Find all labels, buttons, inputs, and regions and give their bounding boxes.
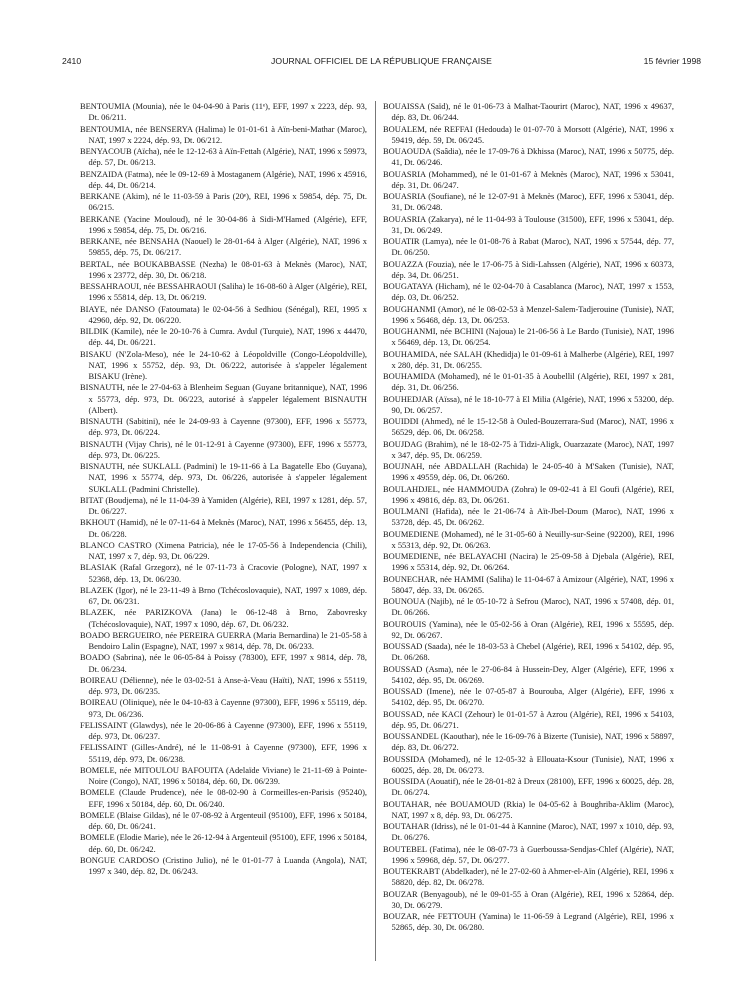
register-entry: BENYACOUB (Aïcha), née le 12-12-63 à Aïn-Fettah (Algérie), NAT, 1996 x 59973, dép. 57, Dt. 06/213. bbox=[80, 146, 367, 168]
publication-date: 15 février 1998 bbox=[643, 56, 701, 66]
register-entry: BESSAHRAOUI, née BESSAHRAOUI (Saliha) le 16-08-60 à Alger (Algérie), REI, 1996 x 55814, dép. 13, Dt. 06/219. bbox=[80, 281, 367, 303]
register-entry: BOULAHDJEL, née HAMMOUDA (Zohra) le 09-02-41 à El Goufi (Algérie), REI, 1996 x 49816, dép. 83, Dt. 06/261. bbox=[383, 483, 674, 505]
register-entry: BOUZAR, née FETTOUH (Yamina) le 11-06-59 à Legrand (Algérie), REI, 1996 x 52865, dép. 30, Dt. 06/280. bbox=[383, 911, 674, 933]
register-entry: BLASIAK (Rafal Grzegorz), né le 07-11-73 à Cracovie (Pologne), NAT, 1997 x 52368, dép. 13, Dt. 06/230. bbox=[80, 562, 367, 584]
register-entry: BILDIK (Kamile), née le 20-10-76 à Cumra. Avdul (Turquie), NAT, 1996 x 44470, dép. 44, Dt. 06/221. bbox=[80, 326, 367, 348]
register-entry: BLAZEK (Igor), né le 23-11-49 à Brno (Tchécoslovaquie), NAT, 1997 x 1089, dép. 67, Dt. 06/231. bbox=[80, 584, 367, 606]
register-entry: BISNAUTH (Sabitini), née le 24-09-93 à Cayenne (97300), EFF, 1996 x 55773, dép. 973, Dt. 06/224. bbox=[80, 416, 367, 438]
register-entry: BOIREAU (Délienne), née le 03-02-51 à Anse-à-Veau (Haïti), NAT, 1996 x 55119, dép. 973, Dt. 06/235. bbox=[80, 674, 367, 696]
register-entry: BOUSSAD (Asma), née le 27-06-84 à Hussein-Dey, Alger (Algérie), EFF, 1996 x 54102, dép. 95, Dt. 06/269. bbox=[383, 663, 674, 685]
register-entry: BOUATIR (Lamya), née le 01-08-76 à Rabat (Maroc), NAT, 1996 x 57544, dép. 77, Dt. 06/250. bbox=[383, 236, 674, 258]
register-entry: BOUSSANDEL (Kaouthar), née le 16-09-76 à Bizerte (Tunisie), NAT, 1996 x 58897, dép. 83, Dt. 06/272. bbox=[383, 731, 674, 753]
column-divider bbox=[375, 101, 376, 961]
register-entry: BOUGHANMI (Amor), né le 08-02-53 à Menzel-Salem-Tadjerouine (Tunisie), NAT, 1996 x 56468, dép. 13, Dt. 06/253. bbox=[383, 303, 674, 325]
register-entry: BOUSSAD (Saada), née le 18-03-53 à Chebel (Algérie), REI, 1996 x 54102, dép. 95, Dt. 06/268. bbox=[383, 641, 674, 663]
register-entry: BOUTAHAR (Idriss), né le 01-01-44 à Kannine (Maroc), NAT, 1997 x 1010, dép. 93, Dt. 06/276. bbox=[383, 821, 674, 843]
left-column bbox=[80, 101, 367, 877]
register-entry: BERKANE (Yacine Mouloud), né le 30-04-86 à Sidi-M'Hamed (Algérie), EFF, 1996 x 59854, dép. 75, Dt. 06/216. bbox=[80, 213, 367, 235]
register-entry: BOADO BERGUEIRO, née PEREIRA GUERRA (Maria Bernardina) le 21-05-58 à Bendoiro Lalin (Espagne), NAT, 1997 x 9814, dép. 78, Dt. 06/233. bbox=[80, 629, 367, 651]
register-entry: BLAZEK, née PARIZKOVA (Jana) le 06-12-48 à Brno, Zabovresky (Tchécoslovaquie), NAT, 1997 x 1090, dép. 67, Dt. 06/232. bbox=[80, 607, 367, 629]
register-entry: BOUAZZA (Fouzia), née le 17-06-75 à Sidi-Lahssen (Algérie), NAT, 1996 x 60373, dép. 34, Dt. 06/251. bbox=[383, 258, 674, 280]
register-entry: BOMELE (Elodie Marie), née le 26-12-94 à Argenteuil (95100), EFF, 1996 x 50184, dép. 60, Dt. 06/242. bbox=[80, 832, 367, 854]
right-column bbox=[383, 101, 674, 934]
register-entry: BENTOUMIA, née BENSERYA (Halima) le 01-01-61 à Aïn-beni-Mathar (Maroc), NAT, 1997 x 2224, dép. 93, Dt. 06/212. bbox=[80, 123, 367, 145]
register-entry: BOUTAHAR, née BOUAMOUD (Rkia) le 04-05-62 à Boughriba-Aklim (Maroc), NAT, 1997 x 8, dép. 93, Dt. 06/275. bbox=[383, 798, 674, 820]
register-entry: BISNAUTH, née le 27-04-63 à Blenheim Seguan (Guyane britannique), NAT, 1996 x 55773, dép. 973, Dt. 06/223, autorisé à s'appeler légalement BISNAUTH (Albert). bbox=[80, 382, 367, 415]
register-entry: BISNAUTH, née SUKLALL (Padmini) le 19-11-66 à La Bagatelle Ebo (Guyana), NAT, 1996 x 55774, dép. 973, Dt. 06/226, autorisée à s'appeler légalement SUKLALL (Padmini Christelle). bbox=[80, 461, 367, 494]
register-entry: BOUROUIS (Yamina), née le 05-02-56 à Oran (Algérie), REI, 1996 x 55595, dép. 92, Dt. 06/267. bbox=[383, 618, 674, 640]
register-entry: BOUHEDJAR (Aïssa), né le 18-10-77 à El Milia (Algérie), NAT, 1996 x 53200, dép. 90, Dt. 06/257. bbox=[383, 393, 674, 415]
page-number: 2410 bbox=[62, 56, 82, 66]
journal-title: JOURNAL OFFICIEL DE LA RÉPUBLIQUE FRANÇAISE bbox=[271, 56, 492, 66]
register-entry: BOUTEBEL (Fatima), née le 08-07-73 à Guerboussa-Sendjas-Chlef (Algérie), NAT, 1996 x 59968, dép. 57, Dt. 06/277. bbox=[383, 843, 674, 865]
register-entry: BERKANE (Akim), né le 11-03-59 à Paris (20ᵉ), REI, 1996 x 59854, dép. 75, Dt. 06/215. bbox=[80, 191, 367, 213]
register-entry: BOUGATAYA (Hicham), né le 02-04-70 à Casablanca (Maroc), NAT, 1997 x 1553, dép. 03, Dt. 06/252. bbox=[383, 281, 674, 303]
register-entry: BOUJDAG (Brahim), né le 18-02-75 à Tidzi-Aligk, Ouarzazate (Maroc), NAT, 1997 x 347, dép. 95, Dt. 06/259. bbox=[383, 438, 674, 460]
register-entry: BOUSSAD (Imene), née le 07-05-87 à Bourouba, Alger (Algérie), EFF, 1996 x 54102, dép. 95, Dt. 06/270. bbox=[383, 686, 674, 708]
register-entry: BKHOUT (Hamid), né le 07-11-64 à Meknès (Maroc), NAT, 1996 x 56455, dép. 13, Dt. 06/228. bbox=[80, 517, 367, 539]
register-entry: BONGUE CARDOSO (Cristino Julio), né le 01-01-77 à Luanda (Angola), NAT, 1997 x 340, dép. 82, Dt. 06/243. bbox=[80, 854, 367, 876]
register-entry: BOUAOUDA (Saâdia), née le 17-09-76 à Dkhissa (Maroc), NAT, 1996 x 50775, dép. 41, Dt. 06/246. bbox=[383, 146, 674, 168]
register-entry: BOUSSIDA (Mohamed), né le 12-05-32 à Ellouata-Ksour (Tunisie), NAT, 1996 x 60025, dép. 28, Dt. 06/273. bbox=[383, 753, 674, 775]
register-entry: BOADO (Sabrina), née le 06-05-84 à Poissy (78300), EFF, 1997 x 9814, dép. 78, Dt. 06/234. bbox=[80, 652, 367, 674]
register-entry: BOUMEDIENE, née BELAYACHI (Nacira) le 25-09-58 à Djebala (Algérie), REI, 1996 x 55314, dép. 92, Dt. 06/264. bbox=[383, 551, 674, 573]
register-entry: FELISSAINT (Glawdys), née le 20-06-86 à Cayenne (97300), EFF, 1996 x 55119, dép. 973, Dt. 06/237. bbox=[80, 719, 367, 741]
page-header bbox=[62, 55, 701, 69]
register-entry: BERTAL, née BOUKABBASSE (Nezha) le 08-01-63 à Meknès (Maroc), NAT, 1996 x 23772, dép. 30, Dt. 06/218. bbox=[80, 258, 367, 280]
register-entry: BOUNECHAR, née HAMMI (Saliha) le 11-04-67 à Amizour (Algérie), NAT, 1996 x 58047, dép. 33, Dt. 06/265. bbox=[383, 573, 674, 595]
register-entry: BOUTEKRABT (Abdelkader), né le 27-02-60 à Ahmer-el-Aïn (Algérie), REI, 1996 x 58820, dép. 82, Dt. 06/278. bbox=[383, 866, 674, 888]
register-entry: BISNAUTH (Vijay Chris), né le 01-12-91 à Cayenne (97300), EFF, 1996 x 55773, dép. 973, Dt. 06/225. bbox=[80, 438, 367, 460]
register-entry: BOUZAR (Benyagoub), né le 09-01-55 à Oran (Algérie), REI, 1996 x 52864, dép. 30, Dt. 06/279. bbox=[383, 888, 674, 910]
register-entry: BOUHAMIDA (Mohamed), né le 01-01-35 à Aoubellil (Algérie), REI, 1997 x 281, dép. 31, Dt. 06/256. bbox=[383, 371, 674, 393]
register-entry: BOUSSIDA (Aouatif), née le 28-01-82 à Dreux (28100), EFF, 1996 x 60025, dép. 28, Dt. 06/274. bbox=[383, 776, 674, 798]
register-entry: BISAKU (N'Zola-Meso), née le 24-10-62 à Léopoldville (Congo-Léopoldville), NAT, 1996 x 55752, dép. 93, Dt. 06/222, autorisée à s'appeler légalement BISAKU (Irène). bbox=[80, 348, 367, 381]
register-entry: BOUGHANMI, née BCHINI (Najoua) le 21-06-56 à Le Bardo (Tunisie), NAT, 1996 x 56469, dép. 13, Dt. 06/254. bbox=[383, 326, 674, 348]
register-entry: BOUAISSA (Saïd), né le 01-06-73 à Malhat-Taourirt (Maroc), NAT, 1996 x 49637, dép. 83, Dt. 06/244. bbox=[383, 101, 674, 123]
register-entry: BERKANE, née BENSAHA (Naouel) le 28-01-64 à Alger (Algérie), NAT, 1996 x 59855, dép. 75, Dt. 06/217. bbox=[80, 236, 367, 258]
register-entry: BOIREAU (Olinique), née le 04-10-83 à Cayenne (97300), EFF, 1996 x 55119, dép. 973, Dt. 06/236. bbox=[80, 697, 367, 719]
register-entry: BOUIDDI (Ahmed), né le 15-12-58 à Ouled-Bouzerrara-Sud (Maroc), NAT, 1996 x 56529, dép. 06, Dt. 06/258. bbox=[383, 416, 674, 438]
register-entry: BOUMEDIENE (Mohamed), né le 31-05-60 à Neuilly-sur-Seine (92200), REI, 1996 x 55313, dép. 92, Dt. 06/263. bbox=[383, 528, 674, 550]
register-entry: BOUHAMIDA, née SALAH (Khedidja) le 01-09-61 à Malherbe (Algérie), REI, 1997 x 280, dép. 31, Dt. 06/255. bbox=[383, 348, 674, 370]
register-entry: BOUALEM, née REFFAI (Hedouda) le 01-07-70 à Morsott (Algérie), NAT, 1996 x 59419, dép. 59, Dt. 06/245. bbox=[383, 123, 674, 145]
register-entry: BLANCO CASTRO (Ximena Patricia), née le 17-05-56 à Independencia (Chili), NAT, 1997 x 7, dép. 93, Dt. 06/229. bbox=[80, 539, 367, 561]
register-entry: BOUSSAD, née KACI (Zehour) le 01-01-57 à Azrou (Algérie), REI, 1996 x 54103, dép. 95, Dt. 06/271. bbox=[383, 708, 674, 730]
register-entry: BOMELE, née MITOULOU BAFOUITA (Adelaïde Viviane) le 21-11-69 à Pointe-Noire (Congo), NAT, 1996 x 50184, dép. 60, Dt. 06/239. bbox=[80, 764, 367, 786]
register-entry: BOUJNAH, née ABDALLAH (Rachida) le 24-05-40 à M'Saken (Tunisie), NAT, 1996 x 49559, dép. 06, Dt. 06/260. bbox=[383, 461, 674, 483]
register-entry: BOMELE (Claude Prudence), née le 08-02-90 à Cormeilles-en-Parisis (95240), EFF, 1996 x 50184, dép. 60, Dt. 06/240. bbox=[80, 787, 367, 809]
register-entry: BOUASRIA (Mohammed), né le 01-01-67 à Meknès (Maroc), NAT, 1996 x 53041, dép. 31, Dt. 06/247. bbox=[383, 168, 674, 190]
register-entry: BITAT (Boudjema), né le 11-04-39 à Yamiden (Algérie), REI, 1997 x 1281, dép. 57, Dt. 06/227. bbox=[80, 494, 367, 516]
register-entry: BOUASRIA (Zakarya), né le 11-04-93 à Toulouse (31500), EFF, 1996 x 53041, dép. 31, Dt. 06/249. bbox=[383, 213, 674, 235]
register-entry: BOMELE (Blaise Gildas), né le 07-08-92 à Argenteuil (95100), EFF, 1996 x 50184, dép. 60, Dt. 06/241. bbox=[80, 809, 367, 831]
register-entry: BOUASRIA (Soufiane), né le 12-07-91 à Meknès (Maroc), EFF, 1996 x 53041, dép. 31, Dt. 06/248. bbox=[383, 191, 674, 213]
register-entry: FELISSAINT (Gilles-André), né le 11-08-91 à Cayenne (97300), EFF, 1996 x 55119, dép. 973, Dt. 06/238. bbox=[80, 742, 367, 764]
register-entry: BENTOUMIA (Mounia), née le 04-04-90 à Paris (11ᵉ), EFF, 1997 x 2223, dép. 93, Dt. 06/211. bbox=[80, 101, 367, 123]
register-entry: BIAYE, née DANSO (Fatoumata) le 02-04-56 à Sedhiou (Sénégal), REI, 1995 x 42960, dép. 92, Dt. 06/220. bbox=[80, 303, 367, 325]
register-entry: BOULMANI (Hafida), née le 21-06-74 à Aït-Jbel-Doum (Maroc), NAT, 1996 x 53728, dép. 45, Dt. 06/262. bbox=[383, 506, 674, 528]
register-entry: BOUNOUA (Najib), né le 05-10-72 à Sefrou (Maroc), NAT, 1996 x 57408, dép. 01, Dt. 06/266. bbox=[383, 596, 674, 618]
register-entry: BENZAIDA (Fatma), née le 09-12-69 à Mostaganem (Algérie), NAT, 1996 x 45916, dép. 44, Dt. 06/214. bbox=[80, 168, 367, 190]
